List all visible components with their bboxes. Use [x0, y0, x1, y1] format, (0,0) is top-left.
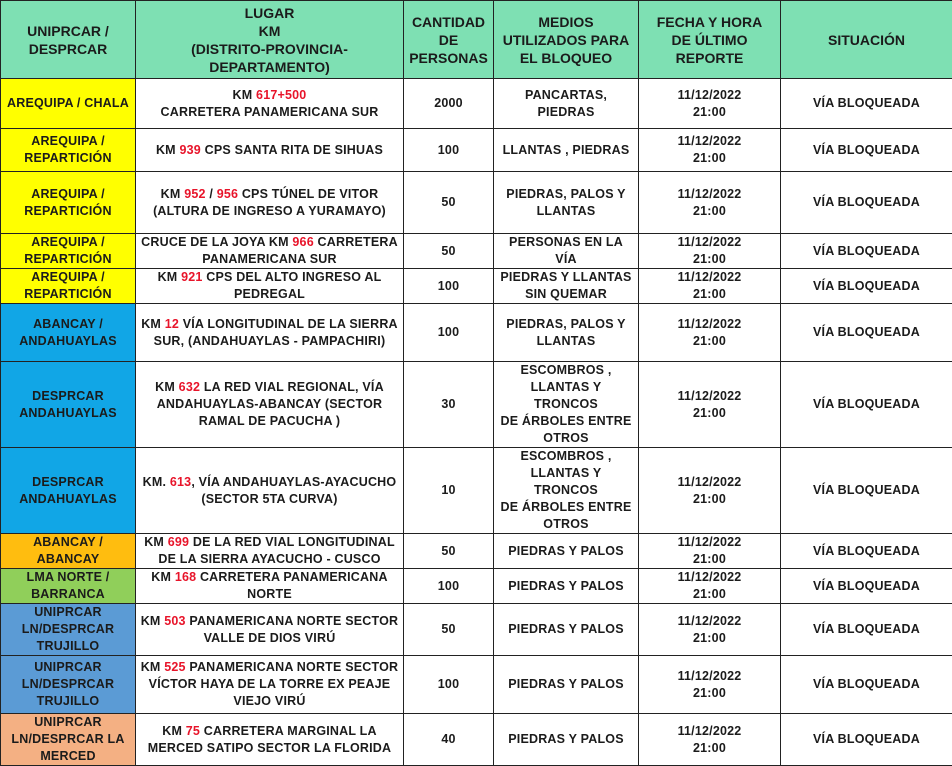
people-count-cell: 100 [404, 569, 494, 604]
header-unit [1, 1, 136, 79]
table-row [1, 448, 952, 534]
status-cell: VÍA BLOQUEADA [781, 304, 952, 362]
place-text: PANAMERICANA NORTE SECTOR VALLE DE DIOS VIRÚ [186, 614, 399, 645]
report-datetime-cell: 11/12/2022 21:00 [639, 569, 781, 604]
report-datetime-cell: 11/12/2022 21:00 [639, 234, 781, 269]
people-count-cell: 100 [404, 129, 494, 172]
people-count-cell: 50 [404, 604, 494, 656]
report-datetime-cell: 11/12/2022 21:00 [639, 714, 781, 766]
place-text: KM [141, 317, 165, 331]
status-cell: VÍA BLOQUEADA [781, 569, 952, 604]
place-cell [136, 569, 404, 604]
report-datetime-cell: 11/12/2022 21:00 [639, 656, 781, 714]
status-cell: VÍA BLOQUEADA [781, 714, 952, 766]
place-cell [136, 269, 404, 304]
place-cell [136, 714, 404, 766]
place-text: LA RED VIAL REGIONAL, VÍA ANDAHUAYLAS-ABANCAY (SECTOR RAMAL DE PACUCHA ) [157, 380, 384, 428]
report-datetime-cell: 11/12/2022 21:00 [639, 448, 781, 534]
blockade-means-cell: PIEDRAS Y LLANTAS SIN QUEMAR [494, 269, 639, 304]
blockade-means-cell: PIEDRAS Y PALOS [494, 534, 639, 569]
place-cell [136, 448, 404, 534]
people-count-cell: 2000 [404, 79, 494, 129]
place-cell [136, 234, 404, 269]
report-datetime-cell: 11/12/2022 21:00 [639, 534, 781, 569]
header-status [781, 1, 952, 79]
place-cell [136, 362, 404, 448]
place-cell [136, 656, 404, 714]
table-row [1, 172, 952, 234]
blockade-means-cell: PERSONAS EN LA VÍA [494, 234, 639, 269]
header-row [1, 1, 952, 79]
region-cell: LMA NORTE / BARRANCA [1, 569, 136, 604]
place-text: KM [162, 724, 186, 738]
blockade-means-cell: LLANTAS , PIEDRAS [494, 129, 639, 172]
place-cell [136, 304, 404, 362]
km-marker: 168 [175, 570, 196, 584]
place-text: KM [141, 660, 165, 674]
place-text: VÍA LONGITUDINAL DE LA SIERRA SUR, (ANDAHUAYLAS - PAMPACHIRI) [154, 317, 398, 348]
status-cell: VÍA BLOQUEADA [781, 656, 952, 714]
place-text: KM [141, 614, 165, 628]
place-text: , VÍA ANDAHUAYLAS-AYACUCHO (SECTOR 5TA CURVA) [191, 475, 396, 506]
place-cell [136, 129, 404, 172]
status-cell: VÍA BLOQUEADA [781, 129, 952, 172]
table-row [1, 79, 952, 129]
region-cell: AREQUIPA / CHALA [1, 79, 136, 129]
region-cell: ABANCAY / ABANCAY [1, 534, 136, 569]
header-people [404, 1, 494, 79]
place-text: CPS SANTA RITA DE SIHUAS [201, 143, 383, 157]
people-count-cell: 50 [404, 172, 494, 234]
table-row [1, 656, 952, 714]
status-cell: VÍA BLOQUEADA [781, 534, 952, 569]
place-text: PANAMERICANA NORTE SECTOR VÍCTOR HAYA DE LA TORRE EX PEAJE VIEJO VIRÚ [149, 660, 399, 708]
place-text: KM [156, 143, 180, 157]
header-people-label: CANTIDAD DE PERSONAS [409, 14, 488, 66]
blockade-means-cell: PIEDRAS, PALOS Y LLANTAS [494, 172, 639, 234]
km-marker: 617+500 [256, 88, 306, 102]
region-cell: DESPRCAR ANDAHUAYLAS [1, 362, 136, 448]
place-text: CPS TÚNEL DE VITOR (ALTURA DE INGRESO A YURAMAYO) [153, 187, 386, 218]
status-cell: VÍA BLOQUEADA [781, 362, 952, 448]
table-row [1, 304, 952, 362]
report-datetime-cell: 11/12/2022 21:00 [639, 129, 781, 172]
table-row [1, 234, 952, 269]
header-means [494, 1, 639, 79]
people-count-cell: 100 [404, 269, 494, 304]
place-cell [136, 172, 404, 234]
km-marker: 956 [217, 187, 238, 201]
place-text: CARRETERA PANAMERICANA SUR [161, 105, 379, 119]
people-count-cell: 100 [404, 656, 494, 714]
region-cell: UNIPRCAR LN/DESPRCAR TRUJILLO [1, 604, 136, 656]
region-cell: AREQUIPA / REPARTICIÓN [1, 129, 136, 172]
km-marker: 503 [164, 614, 185, 628]
header-status-label: SITUACIÓN [828, 32, 905, 48]
table-row [1, 569, 952, 604]
region-cell: AREQUIPA / REPARTICIÓN [1, 172, 136, 234]
header-place [136, 1, 404, 79]
blockade-means-cell: PIEDRAS, PALOS Y LLANTAS [494, 304, 639, 362]
status-cell: VÍA BLOQUEADA [781, 172, 952, 234]
table-row [1, 362, 952, 448]
km-marker: 952 [184, 187, 205, 201]
report-datetime-cell: 11/12/2022 21:00 [639, 304, 781, 362]
place-text: CARRETERA MARGINAL LA MERCED SATIPO SECTOR LA FLORIDA [148, 724, 391, 755]
region-cell: DESPRCAR ANDAHUAYLAS [1, 448, 136, 534]
place-text: CARRETERA PANAMERICANA NORTE [196, 570, 387, 601]
table-row [1, 714, 952, 766]
report-datetime-cell: 11/12/2022 21:00 [639, 79, 781, 129]
status-cell: VÍA BLOQUEADA [781, 448, 952, 534]
status-cell: VÍA BLOQUEADA [781, 79, 952, 129]
blockade-means-cell: PANCARTAS, PIEDRAS [494, 79, 639, 129]
km-marker: 966 [292, 235, 313, 249]
region-cell: UNIPRCAR LN/DESPRCAR LA MERCED [1, 714, 136, 766]
km-marker: 632 [179, 380, 200, 394]
people-count-cell: 50 [404, 234, 494, 269]
table-body [1, 79, 952, 766]
place-text: KM [144, 535, 168, 549]
header-unit-label: UNIPRCAR / DESPRCAR [27, 23, 109, 57]
blockade-means-cell: PIEDRAS Y PALOS [494, 604, 639, 656]
people-count-cell: 40 [404, 714, 494, 766]
place-cell [136, 604, 404, 656]
km-marker: 699 [168, 535, 189, 549]
blockade-means-cell: PIEDRAS Y PALOS [494, 714, 639, 766]
km-marker: 525 [164, 660, 185, 674]
table-row [1, 269, 952, 304]
place-text: / [206, 187, 217, 201]
region-cell: ABANCAY / ANDAHUAYLAS [1, 304, 136, 362]
status-cell: VÍA BLOQUEADA [781, 604, 952, 656]
place-cell [136, 534, 404, 569]
report-datetime-cell: 11/12/2022 21:00 [639, 604, 781, 656]
place-text: KM [151, 570, 175, 584]
report-datetime-cell: 11/12/2022 21:00 [639, 269, 781, 304]
people-count-cell: 100 [404, 304, 494, 362]
place-text: KM [161, 187, 185, 201]
place-cell [136, 79, 404, 129]
place-text: KM. [143, 475, 170, 489]
table-row [1, 534, 952, 569]
place-text: DE LA RED VIAL LONGITUDINAL DE LA SIERRA AYACUCHO - CUSCO [158, 535, 394, 566]
blockade-means-cell: ESCOMBROS , LLANTAS Y TRONCOS DE ÁRBOLES ENTRE OTROS [494, 448, 639, 534]
people-count-cell: 50 [404, 534, 494, 569]
blockade-means-cell: PIEDRAS Y PALOS [494, 569, 639, 604]
report-datetime-cell: 11/12/2022 21:00 [639, 172, 781, 234]
status-cell: VÍA BLOQUEADA [781, 234, 952, 269]
report-datetime-cell: 11/12/2022 21:00 [639, 362, 781, 448]
blockade-means-cell: PIEDRAS Y PALOS [494, 656, 639, 714]
region-cell: AREQUIPA / REPARTICIÓN [1, 269, 136, 304]
region-cell: UNIPRCAR LN/DESPRCAR TRUJILLO [1, 656, 136, 714]
km-marker: 75 [186, 724, 200, 738]
place-text: KM [155, 380, 179, 394]
people-count-cell: 10 [404, 448, 494, 534]
header-place-label: LUGAR KM (DISTRITO-PROVINCIA- DEPARTAMENTO) [191, 5, 348, 75]
place-text: CRUCE DE LA JOYA KM [141, 235, 292, 249]
place-text: KM [158, 270, 182, 284]
header-datetime-label: FECHA Y HORA DE ÚLTIMO REPORTE [657, 14, 763, 66]
table-row [1, 604, 952, 656]
km-marker: 613 [170, 475, 191, 489]
status-cell: VÍA BLOQUEADA [781, 269, 952, 304]
place-text: CPS DEL ALTO INGRESO AL PEDREGAL [203, 270, 382, 301]
km-marker: 921 [181, 270, 202, 284]
people-count-cell: 30 [404, 362, 494, 448]
place-text: KM [233, 88, 257, 102]
header-datetime [639, 1, 781, 79]
km-marker: 12 [165, 317, 179, 331]
blockade-means-cell: ESCOMBROS , LLANTAS Y TRONCOS DE ÁRBOLES ENTRE OTROS [494, 362, 639, 448]
table-row [1, 129, 952, 172]
km-marker: 939 [179, 143, 200, 157]
region-cell: AREQUIPA / REPARTICIÓN [1, 234, 136, 269]
header-means-label: MEDIOS UTILIZADOS PARA EL BLOQUEO [503, 14, 630, 66]
place-text: CARRETERA PANAMERICANA SUR [202, 235, 398, 266]
